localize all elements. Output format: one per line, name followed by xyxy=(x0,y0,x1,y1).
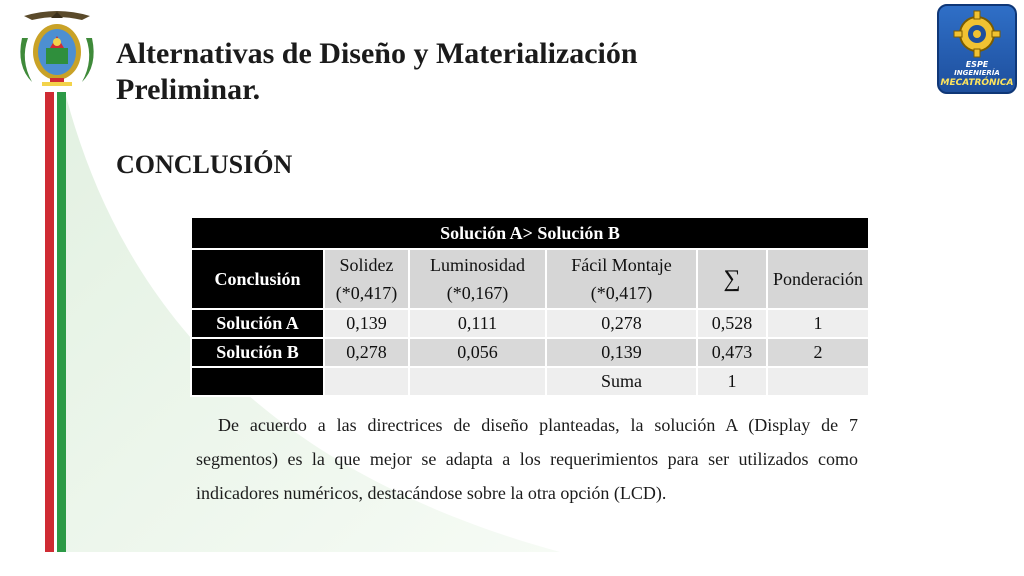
header-facil-montaje: Fácil Montaje (*0,417) xyxy=(546,249,697,309)
table-caption-row xyxy=(191,217,869,249)
green-stripe xyxy=(57,92,66,552)
conclusion-paragraph: De acuerdo a las directrices de diseño planteadas, la solución A (Display de 7 segmentos) es la que mejor se adapta a los requerimientos para ser utilizados como indicadores numéricos, destacándose sobre la otra opción (LCD). xyxy=(196,415,858,503)
footer-empty-cell xyxy=(767,367,869,396)
row-label: Solución B xyxy=(191,338,324,367)
section-title: CONCLUSIÓN xyxy=(116,150,293,179)
footer-sum-value: 1 xyxy=(697,367,767,396)
table-cell: 0,278 xyxy=(546,309,697,338)
coat-of-arms-icon xyxy=(10,8,104,92)
table-cell: 0,528 xyxy=(697,309,767,338)
footer-empty-cell xyxy=(409,367,546,396)
header-conclusion: Conclusión xyxy=(191,249,324,309)
table-cell: 0,139 xyxy=(546,338,697,367)
results-table xyxy=(190,216,870,397)
table-cell: 0,139 xyxy=(324,309,409,338)
header-ponderacion: Ponderación xyxy=(767,249,869,309)
header-sum-symbol: ∑ xyxy=(697,249,767,309)
row-label: Solución A xyxy=(191,309,324,338)
header-solidez: Solidez (*0,417) xyxy=(324,249,409,309)
espe-mecatronica-logo xyxy=(937,4,1017,94)
logo-text-espe: ESPE xyxy=(965,60,989,69)
table-cell: 0,111 xyxy=(409,309,546,338)
table-cell: 0,278 xyxy=(324,338,409,367)
logo-text-ingenieria: INGENIERÍA xyxy=(954,69,1000,77)
table-row xyxy=(191,309,869,338)
table-cell: 1 xyxy=(767,309,869,338)
footer-sum-label: Suma xyxy=(546,367,697,396)
table-row xyxy=(191,338,869,367)
logo-text-mecatronica: MECATRÓNICA xyxy=(940,78,1014,88)
slide-title: Alternativas de Diseño y Materialización Preliminar. xyxy=(116,37,638,106)
table-caption: Solución A> Solución B xyxy=(191,217,869,249)
red-stripe xyxy=(45,92,54,552)
header-luminosidad: Luminosidad (*0,167) xyxy=(409,249,546,309)
table-cell: 2 xyxy=(767,338,869,367)
table-cell: 0,056 xyxy=(409,338,546,367)
footer-empty-cell xyxy=(324,367,409,396)
table-header-row xyxy=(191,249,869,309)
table-footer-row xyxy=(191,367,869,396)
gear-icon xyxy=(953,10,1001,58)
footer-empty-label xyxy=(191,367,324,396)
table-cell: 0,473 xyxy=(697,338,767,367)
